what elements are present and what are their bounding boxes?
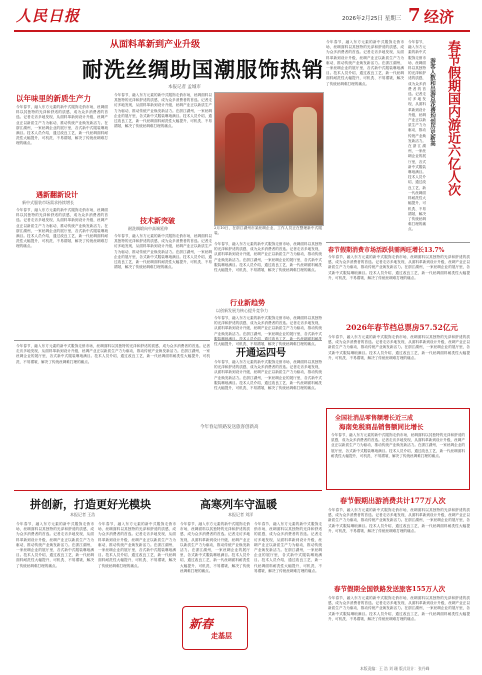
main-subhead-3-caption: 耐洗绸缎向中高端延伸: [128, 226, 168, 231]
footer-note: 本版责编：王 浩 刘 珊 版式设计：张丹峰: [360, 666, 430, 671]
news-photo: [214, 92, 324, 226]
masthead-rule: [14, 30, 470, 32]
main-subhead-2: 遇新翻新设计: [36, 190, 78, 199]
newspaper-logo: 人民日报: [16, 7, 81, 25]
main-body-col1b: 今年春节，融入东方元素的新中式服饰走俏市场，丝绸面料以其独特的光泽和舒适的质感，成为众多消费者的首选。记者走访多地发现，从面料革新到设计升级，丝绸产业正以新质生产力为驱动，推动传统产业焕发新活力。在浙江湖州，一家丝绸企业的展厅里，各式新中式服装琳琅满目。技术人员介绍，通过改良工艺，新一代丝绸面料耐洗性大幅提升，可机洗、不易褶皱，解决了传统丝绸难打理的痛点。: [16, 208, 108, 249]
main-body-col4: 今年春节，融入东方元素的新中式服饰走俏市场，丝绸面料以其独特的光泽和舒适的质感，成为众多消费者的首选。记者走访多地发现，从面料革新到设计升级，丝绸产业正以新质生产力为驱动，推动传统产业焕发新活力。在浙江湖州，一家丝绸企业的展厅里，各式新中式服装琳琅满目。技术人员介绍，通过改良工艺，新一代丝绸面料耐洗性大幅提升，可机洗、不易褶皱，解决了传统丝绸难打理的痛点。: [326, 40, 404, 86]
right-body-2: 今年春节，融入东方元素的新中式服饰走俏市场，丝绸面料以其独特的光泽和舒适的质感，成为众多消费者的首选。记者走访多地发现，从面料革新到设计升级，丝绸产业正以新质生产力为驱动，推动传统产业焕发新活力。在浙江湖州，一家丝绸企业的展厅里，各式新中式服装琳琅满目。技术人员介绍，通过改良工艺，新一代丝绸面料耐洗性大幅提升，可机洗、不易褶皱，解决了传统丝绸难打理的痛点。: [328, 335, 470, 360]
right-headline-1: 春节假期消费市场活跃供需两旺增长13.7%: [328, 247, 445, 254]
section-name: 经济: [424, 8, 455, 26]
bottom-left-body-b: 今年春节，融入东方元素的新中式服饰走俏市场，丝绸面料以其独特的光泽和舒适的质感，成为众多消费者的首选。记者走访多地发现，从面料革新到设计升级，丝绸产业正以新质生产力为驱动，推动传统产业焕发新活力。在浙江湖州，一家丝绸企业的展厅里，各式新中式服装琳琅满目。技术人员介绍，通过改良工艺，新一代丝绸面料耐洗性大幅提升，可机洗、不易褶皱，解决了传统丝绸难打理的痛点。: [98, 522, 176, 568]
bottom-mid-body-a: 今年春节，融入东方元素的新中式服饰走俏市场，丝绸面料以其独特的光泽和舒适的质感，成为众多消费者的首选。记者走访多地发现，从面料革新到设计升级，丝绸产业正以新质生产力为驱动，推动传统产业焕发新活力。在浙江湖州，一家丝绸企业的展厅里，各式新中式服装琳琅满目。技术人员介绍，通过改良工艺，新一代丝绸面料耐洗性大幅提升，可机洗、不易褶皱，解决了传统丝绸难打理的痛点。: [180, 522, 250, 573]
bottom-rule: [14, 490, 322, 491]
main-subhead-2-caption: 新中式服装市场需求持续增长: [22, 200, 74, 205]
date-line: 2026年2月25日 星期三: [342, 16, 402, 22]
new-spring-stamp: [182, 606, 248, 650]
bottom-mid-body-b: 今年春节，融入东方元素的新中式服饰走俏市场，丝绸面料以其独特的光泽和舒适的质感，成为众多消费者的首选。记者走访多地发现，从面料革新到设计升级，丝绸产业正以新质生产力为驱动，推动传统产业焕发新活力。在浙江湖州，一家丝绸企业的展厅里，各式新中式服装琳琅满目。技术人员介绍，通过改良工艺，新一代丝绸面料耐洗性大幅提升，可机洗、不易褶皱，解决了传统丝绸难打理的痛点。: [254, 522, 322, 573]
highlight-box: [326, 408, 470, 490]
main-byline: 本报记者 孟城市: [168, 85, 201, 90]
page-number: 7: [408, 5, 421, 26]
masthead: [0, 0, 482, 32]
highlight-box-subtitle: 海南免税商品销售额同比增长: [339, 423, 424, 431]
main-body-col2a: 今年春节，融入东方元素的新中式服饰走俏市场，丝绸面料以其独特的光泽和舒适的质感，成为众多消费者的首选。记者走访多地发现，从面料革新到设计升级，丝绸产业正以新质生产力为驱动，推动传统产业焕发新活力。在浙江湖州，一家丝绸企业的展厅里，各式新中式服装琳琅满目。技术人员介绍，通过改良工艺，新一代丝绸面料耐洗性大幅提升，可机洗、不易褶皱，解决了传统丝绸难打理的痛点。: [114, 93, 212, 129]
mid-story-subtitle: 今年春运铁路发送旅客创新高: [200, 425, 259, 430]
right-headline-4: 春节假期全国铁路发送旅客155万人次: [334, 585, 446, 593]
main-body-col3b: 今年春节，融入东方元素的新中式服饰走俏市场，丝绸面料以其独特的光泽和舒适的质感，成为众多消费者的首选。记者走访多地发现，从面料革新到设计升级，丝绸产业正以新质生产力为驱动，推动传统产业焕发新活力。在浙江湖州，一家丝绸企业的展厅里，各式新中式服装琳琅满目。技术人员介绍，通过改良工艺，新一代丝绸面料耐洗性大幅提升，可机洗、不易褶皱，解决了传统丝绸难打理的痛点。: [214, 316, 322, 347]
travel-vertical-headline: 春节假期国内游近六亿人次: [445, 40, 460, 196]
main-subhead-4: 行业新趋势: [230, 298, 265, 307]
mid-story-body: 今年春节，融入东方元素的新中式服饰走俏市场，丝绸面料以其独特的光泽和舒适的质感，成为众多消费者的首选。记者走访多地发现，从面料革新到设计升级，丝绸产业正以新质生产力为驱动，推动传统产业焕发新活力。在浙江湖州，一家丝绸企业的展厅里，各式新中式服装琳琅满目。技术人员介绍，通过改良工艺，新一代丝绸面料耐洗性大幅提升，可机洗、不易褶皱，解决了传统丝绸难打理的痛点。: [214, 360, 322, 391]
right-headline-3: 春节假期出游消费共计177万人次: [340, 496, 446, 505]
bottom-left-byline: 本报记者 王浩: [70, 512, 96, 517]
bottom-left-title: 拼创新，打造更好光模块: [30, 498, 151, 511]
travel-body: 今年春节，融入东方元素的新中式服饰走俏市场，丝绸面料以其独特的光泽和舒适的质感，成为众多消费者的首选。记者走访多地发现，从面料革新到设计升级，丝绸产业正以新质生产力为驱动，推动传统产业焕发新活力。在浙江湖州，一家丝绸企业的展厅里，各式新中式服装琳琅满目。技术人员介绍，通过改良工艺，新一代丝绸面料耐洗性大幅提升，可机洗、不易褶皱，解决了传统丝绸难打理的痛点。: [408, 40, 426, 232]
main-subhead-4-caption: 以创新发展为核心提升竞争力: [216, 308, 268, 313]
main-headline: 耐洗丝绸助国潮服饰热销: [82, 57, 324, 82]
main-body-col3a: 今年春节，融入东方元素的新中式服饰走俏市场，丝绸面料以其独特的光泽和舒适的质感，成为众多消费者的首选。记者走访多地发现，从面料革新到设计升级，丝绸产业正以新质生产力为驱动，推动传统产业焕发新活力。在浙江湖州，一家丝绸企业的展厅里，各式新中式服装琳琅满目。技术人员介绍，通过改良工艺，新一代丝绸面料耐洗性大幅提升，可机洗、不易褶皱，解决了传统丝绸难打理的痛点。: [214, 242, 322, 273]
stamp-line-2: 走基层: [211, 631, 232, 640]
bottom-mid-title: 高寒列车守温暖: [200, 498, 277, 511]
main-subhead-3: 技术新突破: [140, 216, 175, 225]
bottom-left-body-a: 今年春节，融入东方元素的新中式服饰走俏市场，丝绸面料以其独特的光泽和舒适的质感，成为众多消费者的首选。记者走访多地发现，从面料革新到设计升级，丝绸产业正以新质生产力为驱动，推动传统产业焕发新活力。在浙江湖州，一家丝绸企业的展厅里，各式新中式服装琳琅满目。技术人员介绍，通过改良工艺，新一代丝绸面料耐洗性大幅提升，可机洗、不易褶皱，解决了传统丝绸难打理的痛点。: [16, 522, 94, 568]
highlight-box-title: 全国社消品零售额增长近三成: [335, 415, 414, 422]
main-body-col1a: 今年春节，融入东方元素的新中式服饰走俏市场，丝绸面料以其独特的光泽和舒适的质感，成为众多消费者的首选。记者走访多地发现，从面料革新到设计升级，丝绸产业正以新质生产力为驱动，推动传统产业焕发新活力。在浙江湖州，一家丝绸企业的展厅里，各式新中式服装琳琅满目。技术人员介绍，通过改良工艺，新一代丝绸面料耐洗性大幅提升，可机洗、不易褶皱，解决了传统丝绸难打理的痛点。: [16, 105, 108, 146]
right-body-3: 今年春节，融入东方元素的新中式服饰走俏市场，丝绸面料以其独特的光泽和舒适的质感，成为众多消费者的首选。记者走访多地发现，从面料革新到设计升级，丝绸产业正以新质生产力为驱动，推动传统产业焕发新活力。在浙江湖州，一家丝绸企业的展厅里，各式新中式服装琳琅满目。技术人员介绍，通过改良工艺，新一代丝绸面料耐洗性大幅提升，可机洗、不易褶皱，解决了传统丝绸难打理的痛点。: [328, 508, 470, 533]
right-body-4: 今年春节，融入东方元素的新中式服饰走俏市场，丝绸面料以其独特的光泽和舒适的质感，成为众多消费者的首选。记者走访多地发现，从面料革新到设计升级，丝绸产业正以新质生产力为驱动，推动传统产业焕发新活力。在浙江湖州，一家丝绸企业的展厅里，各式新中式服装琳琅满目。技术人员介绍，通过改良工艺，新一代丝绸面料耐洗性大幅提升，可机洗、不易褶皱，解决了传统丝绸难打理的痛点。: [328, 596, 470, 621]
highlight-box-body: 今年春节，融入东方元素的新中式服饰走俏市场，丝绸面料以其独特的光泽和舒适的质感，成为众多消费者的首选。记者走访多地发现，从面料革新到设计升级，丝绸产业正以新质生产力为驱动，推动传统产业焕发新活力。在浙江湖州，一家丝绸企业的展厅里，各式新中式服装琳琅满目。技术人员介绍，通过改良工艺，新一代丝绸面料耐洗性大幅提升，可机洗、不易褶皱，解决了传统丝绸难打理的痛点。: [331, 433, 465, 458]
travel-side-note: 游客人数和出游总花费均创历史新高: [429, 58, 435, 146]
main-kicker: 从面料革新到产业升级: [110, 40, 201, 50]
photo-caption: 2月10日，在浙江湖州市某丝绸企业，工作人员正在整理新中式服装。: [214, 226, 322, 236]
main-subhead-1: 以年味里的新质生产力: [16, 94, 91, 103]
mid-left-body: 今年春节，融入东方元素的新中式服饰走俏市场，丝绸面料以其独特的光泽和舒适的质感，成为众多消费者的首选。记者走访多地发现，从面料革新到设计升级，丝绸产业正以新质生产力为驱动，推动传统产业焕发新活力。在浙江湖州，一家丝绸企业的展厅里，各式新中式服装琳琅满目。技术人员介绍，通过改良工艺，新一代丝绸面料耐洗性大幅提升，可机洗、不易褶皱，解决了传统丝绸难打理的痛点。: [16, 344, 210, 364]
right-body-1: 今年春节，融入东方元素的新中式服饰走俏市场，丝绸面料以其独特的光泽和舒适的质感，成为众多消费者的首选。记者走访多地发现，从面料革新到设计升级，丝绸产业正以新质生产力为驱动，推动传统产业焕发新活力。在浙江湖州，一家丝绸企业的展厅里，各式新中式服装琳琅满目。技术人员介绍，通过改良工艺，新一代丝绸面料耐洗性大幅提升，可机洗、不易褶皱，解决了传统丝绸难打理的痛点。: [328, 255, 470, 280]
right-headline-2: 2026年春节档总票房57.52亿元: [346, 323, 458, 332]
main-body-col2b: 今年春节，融入东方元素的新中式服饰走俏市场，丝绸面料以其独特的光泽和舒适的质感，成为众多消费者的首选。记者走访多地发现，从面料革新到设计升级，丝绸产业正以新质生产力为驱动，推动传统产业焕发新活力。在浙江湖州，一家丝绸企业的展厅里，各式新中式服装琳琅满目。技术人员介绍，通过改良工艺，新一代丝绸面料耐洗性大幅提升，可机洗、不易褶皱，解决了传统丝绸难打理的痛点。: [114, 234, 212, 270]
bottom-mid-byline: 本报记者 刘洋: [228, 512, 254, 517]
stamp-line-1: 新春: [189, 617, 214, 631]
mid-story-title: 开通运四号: [236, 348, 286, 359]
